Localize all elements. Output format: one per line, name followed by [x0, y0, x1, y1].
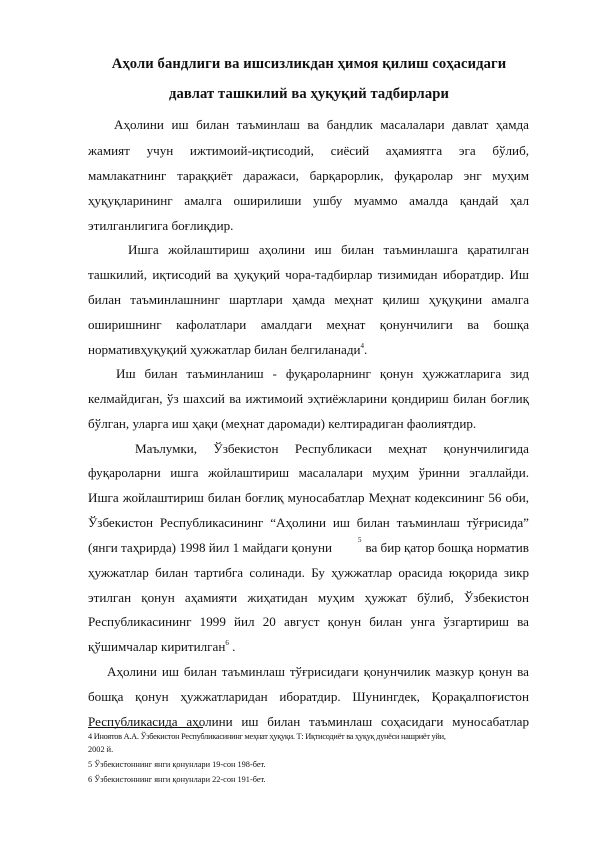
paragraph-line: билан таъминлашнинг шартлари ҳамда меҳнат қилиш ҳуқуқини амалга [88, 292, 529, 307]
footnote: 5 Ўзбекистоннинг янги қонунлари 19-сон 198-бет. [88, 760, 266, 769]
paragraph-line: ташкилий, иқтисодий ва ҳуқуқий чора-тадбирлар тизимидан иборатдир. Иш [88, 267, 529, 282]
paragraph-line: бошқа қонун ҳужжатларидан иборатдир. Шунингдек, Қорақалпоғистон [88, 689, 529, 704]
footnote-divider [88, 727, 203, 728]
paragraph-line: Республикасида аҳолини иш билан таъминлаш соҳасидаги муносабатлар [88, 714, 529, 729]
paragraph-line: Иш билан таъминланиш - фуқароларнинг қонун ҳужжатларига зид [116, 366, 529, 381]
paragraph-line: этилганлигига боғлиқдир. [88, 218, 234, 233]
paragraph-line: ҳуқуқларининг амалга оширилиши ушбу муаммо амалда қандай ҳал [88, 193, 529, 208]
paragraph-line: Ўзбекистон Республикасининг “Аҳолини иш билан таъминлаш тўғрисида” [88, 515, 529, 530]
paragraph-line: келмайдиган, ўз шахсий ва ижтимоий эҳтиёжларини қондириш билан боғлиқ [88, 391, 529, 406]
line-text: қўшимчалар киритилган [88, 639, 226, 654]
paragraph-line: бўлган, уларга иш ҳақи (меҳнат даромади) келтирадиган фаолиятдир. [88, 416, 477, 431]
heading-line-2: давлат ташкилий ва ҳуқуқий тадбирлари [169, 86, 449, 102]
paragraph-line: Аҳолини иш билан таъминлаш ва бандлик масалалари давлат ҳамда [114, 117, 529, 132]
line-text: нормативҳуқуқий ҳужжатлар билан белгиланади [88, 342, 361, 357]
paragraph-line: ҳужжатлар билан тартибга солинади. Бу ҳужжатлар орасида юқорида зикр [88, 565, 529, 580]
line-text: (янги таҳрирда) 1998 йил 1 майдаги қонуни [88, 540, 333, 555]
paragraph-line: мамлакатнинг тараққиёт даражаси, барқарорлик, фуқаролар энг муҳим [88, 168, 529, 183]
paragraph-line [88, 342, 529, 358]
document-page: Аҳоли бандлиги ва ишсизликдан ҳимоя қилиш соҳасидаги давлат ташкилий ва ҳуқуқий тадбирлари Аҳолини иш билан таъминлаш ва бандлик масалалари давлат ҳамда жамият учун ижтимоий-иқтисодий, сиёсий аҳамиятга эга бўлиб, мамлакатнинг тараққиёт даражаси, барқарорлик, фуқаролар энг муҳим ҳуқуқларининг амалга оширилиши ушбу муаммо амалда қандай ҳал этилганлигига боғлиқдир. Ишга жойлаштириш аҳолини иш билан таъминлашга қаратилган ташкилий, иқтисодий ва ҳуқуқий чора-тадбирлар тизимидан иборатдир. Иш билан таъминлашнинг шартлари ҳамда меҳнат қилиш ҳуқуқини амалга оширишнинг кафолатлари амалдаги меҳнат қонунчилиги ва бошқа нормативҳуқуқий ҳужжатлар билан белгиланади$^4$. Иш билан таъминланиш - фуқароларнинг қонун ҳужжатларига зид келмайдиган, ўз шахсий ва ижтимоий эҳтиёжларини қондириш билан боғлиқ бўлган, уларга иш ҳақи (меҳнат даромади) келтирадиган фаолиятдир. Маълумки, Ўзбекистон Республикаси меҳнат қонунчилигида фуқароларни ишга жойлаштириш масалалари муҳим ўринни эгаллайди. Ишга жойлаштириш билан боғлиқ муносабатлар Меҳнат кодексининг 56 оби, Ўзбекистон Республикасининг “Аҳолини иш билан таъминлаш тўғрисида” (янги таҳрирда) 1998 йил 1 майдаги қонуни 5 ва бир қатор бошқа норматив ҳужжатлар билан тартибга солинади. Бу ҳужжатлар орасида юқорида зикр этилган қонун аҳамияти жиҳатидан муҳим ҳужжат бўлиб, Ўзбекистон Республикасининг 1999 йил 20 август қонун билан унга ўзгартириш ва қўшимчалар киритилган$^6$ . Аҳолини иш билан таъминлаш тўғрисидаги қонунчилик мазкур қонун ва бошқа қонун ҳужжатларидан иборатдир. Шунингдек, Қорақалпоғистон Республикасида аҳолини иш билан таъминлаш соҳасидаги муносабатлар 4 Иноятов А.А. Ўзбекистон Республикасининг меҳнат ҳуқуқи. Т: Иқтисодиёт ва ҳуқуқ дунёси нашриёт уйи, 2002 й. 5 Ўзбекистоннинг янги қонунлари 19-сон 198-бет. 6 Ўзбекистоннинг янги қонунлари 22-сон 191-бет. [88, 56, 529, 784]
paragraph-line: Ишга жойлаштириш билан боғлиқ муносабатлар Меҳнат кодексининг 56 оби, [88, 490, 529, 505]
paragraph-line: Ишга жойлаштириш аҳолини иш билан таъминлашга қаратилган [128, 242, 529, 257]
line-end: . [364, 342, 368, 357]
line-end: . [228, 639, 236, 654]
footnote: 4 Иноятов А.А. Ўзбекистон Республикасининг меҳнат ҳуқуқи. Т: Иқтисодиёт ва ҳуқуқ дунёси нашриёт уйи, [88, 732, 446, 741]
paragraph-line [88, 639, 529, 655]
paragraph-line: оширишнинг кафолатлари амалдаги меҳнат қонунчилиги ва бошқа [88, 317, 529, 332]
paragraph-line: Аҳолини иш билан таъминлаш тўғрисидаги қонунчилик мазкур қонун ва [107, 664, 529, 679]
footnote-ref: 6 [225, 639, 229, 647]
paragraph-line: Республикасининг 1999 йил 20 август қонун билан унга ўзгартириш ва [88, 614, 529, 629]
line-text: ва бир қатор бошқа норматив [365, 540, 529, 555]
footnote: 6 Ўзбекистоннинг янги қонунлари 22-сон 191-бет. [88, 775, 266, 784]
paragraph-line: Маълумки, Ўзбекистон Республикаси меҳнат қонунчилигида [135, 441, 529, 456]
footnote: 2002 й. [88, 745, 114, 754]
paragraph-line: фуқароларни ишга жойлаштириш масалалари муҳим ўринни эгаллайди. [88, 465, 529, 480]
heading-line-1: Аҳоли бандлиги ва ишсизликдан ҳимоя қилиш соҳасидаги [111, 56, 507, 72]
footnote-ref: 4 [360, 342, 365, 350]
paragraph-line: этилган қонун аҳамияти жиҳатидан муҳим ҳужжат бўлиб, Ўзбекистон [88, 590, 529, 605]
paragraph-line: жамият учун ижтимоий-иқтисодий, сиёсий аҳамиятга эга бўлиб, [88, 143, 529, 158]
